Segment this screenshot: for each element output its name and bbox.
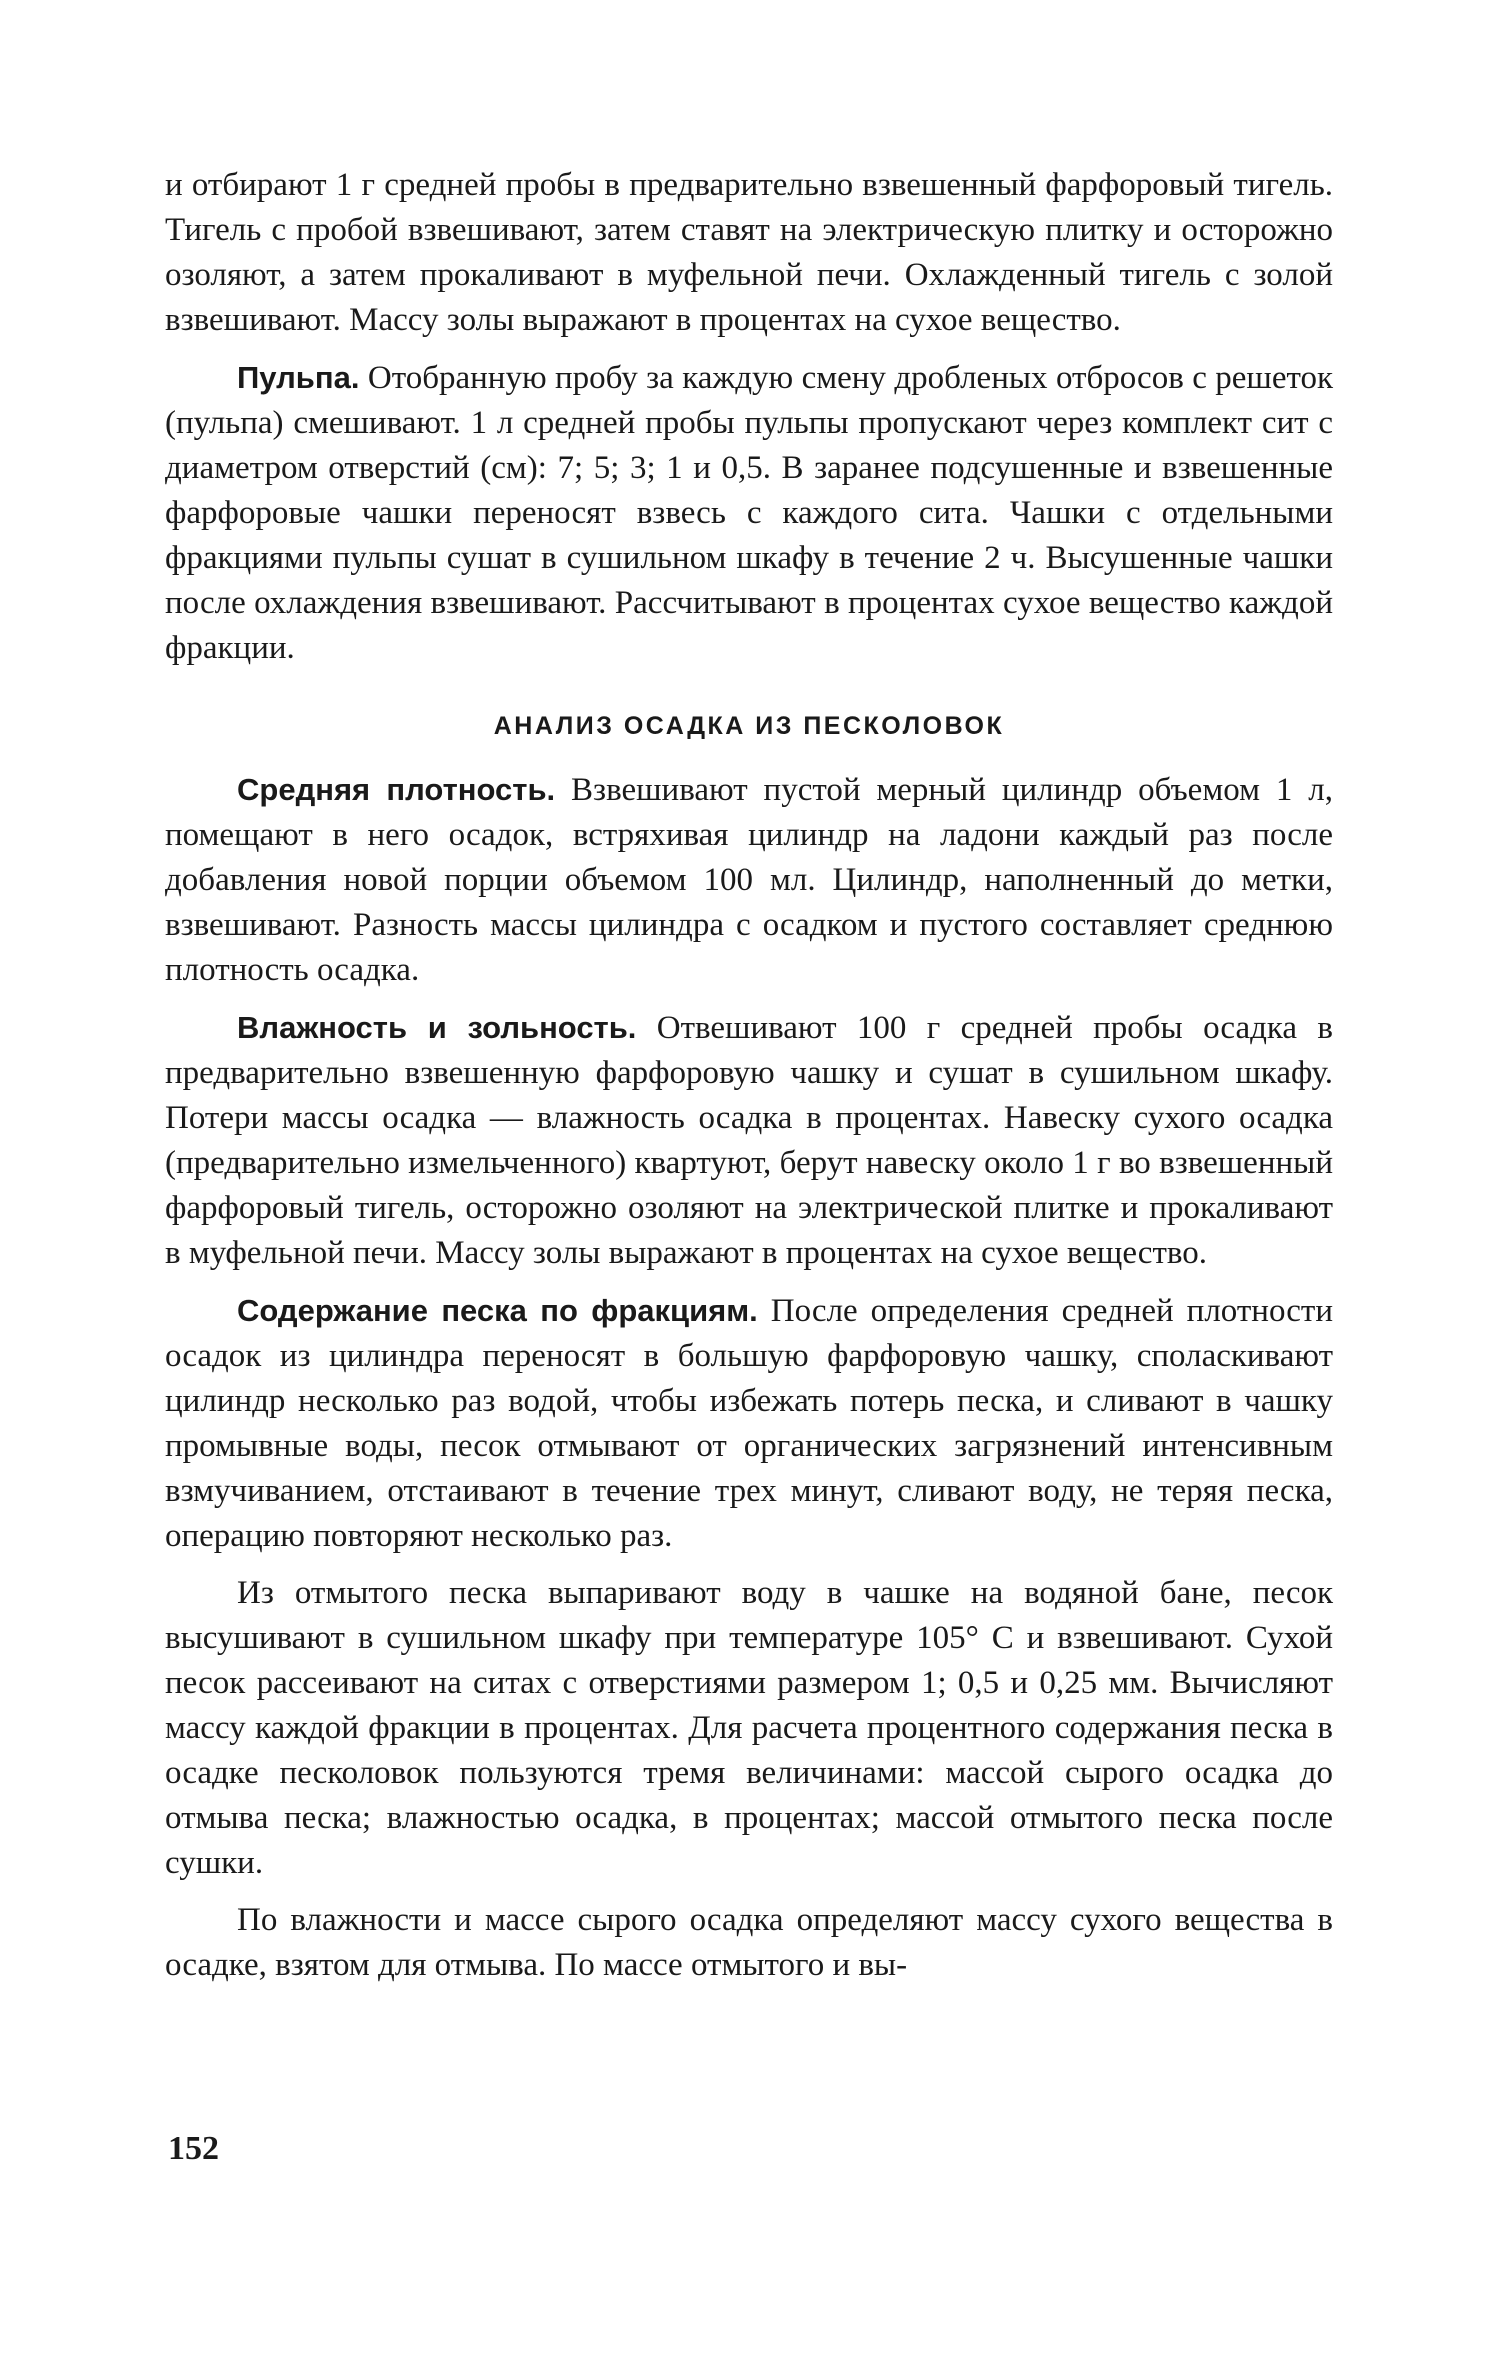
density-heading: Средняя плотность. <box>237 772 556 807</box>
intro-paragraph: и отбирают 1 г средней пробы в предварительно взвешенный фарфоровый тигель. Тигель с пробой взвешивают, затем ставят на электрическую плитку и осторожно озоляют, а затем прокаливают в муфельной печи. Охлажденный тигель с золой взвешивают. Массу золы выражают в процентах на сухое вещество. <box>165 167 1333 338</box>
section-heading: АНАЛИЗ ОСАДКА ИЗ ПЕСКОЛОВОК <box>493 712 1005 740</box>
moisture-text: Отвешивают 100 г средней пробы осадка в предварительно взвешенную фарфоровую чашку и сушат в сушильном шкафу. Потери массы осадка — влажность осадка в процентах. Навеску сухого осадка (предварительно измельченного) квартуют, берут навеску около 1 г во взвешенный фарфоровый тигель, осторожно озоляют на электрической плитке и прокаливают в муфельной печи. Массу золы выражают в процентах на сухое вещество. <box>165 1010 1334 1271</box>
moisture-paragraph <box>165 1005 1333 1276</box>
pulp-text: Отобранную пробу за каждую смену дробленых отбросов с решеток (пульпа) смешивают. 1 л средней пробы пульпы пропускают через комплект сит с диаметром отверстий (см): 7; 5; 3; 1 и 0,5. В заранее подсушенные и взвешенные фарфоровые чашки переносят взвесь с каждого сита. Чашки с отдельными фракциями пульпы сушат в сушильном шкафу в течение 2 ч. Высушенные чашки после охлаждения взвешивают. Рассчитывают в процентах сухое вещество каждой фракции. <box>165 360 1333 666</box>
page-number: 152 <box>168 2130 219 2167</box>
sand-heading: Содержание песка по фракциям. <box>237 1293 758 1328</box>
pulp-paragraph <box>165 355 1333 671</box>
pulp-heading: Пульпа. <box>237 360 360 395</box>
moisture-heading: Влажность и зольность. <box>237 1010 637 1045</box>
sand-paragraph <box>165 1288 1333 1559</box>
washed-sand-paragraph: Из отмытого песка выпаривают воду в чашке на водяной бане, песок высушивают в сушильном шкафу при температуре 105° С и взвешивают. Сухой песок рассеивают на ситах с отверстиями размером 1; 0,5 и 0,25 мм. Вычисляют массу каждой фракции в процентах. Для расчета процентного содержания песка в осадке песколовок пользуются тремя величинами: массой сырого осадка до отмыва песка; влажностью осадка, в процентах; массой отмытого песка после сушки. <box>165 1575 1333 1881</box>
density-text: Взвешивают пустой мерный цилиндр объемом 1 л, помещают в него осадок, встряхивая цилиндр на ладони каждый раз после добавления новой порции объемом 100 мл. Цилиндр, наполненный до метки, взвешивают. Разность массы цилиндра с осадком и пустого составляет среднюю плотность осадка. <box>165 772 1333 988</box>
density-paragraph <box>165 767 1333 993</box>
sand-text: После определения средней плотности осадок из цилиндра переносят в большую фарфоровую чашку, споласкивают цилиндр несколько раз водой, чтобы избежать потерь песка, и сливают в чашку промывные воды, песок отмывают от органических загрязнений интенсивным взмучиванием, отстаивают в течение трех минут, сливают воду, не теряя песка, операцию повторяют несколько раз. <box>165 1293 1333 1554</box>
final-paragraph: По влажности и массе сырого осадка определяют массу сухого вещества в осадке, взятом для отмыва. По массе отмытого и вы- <box>165 1902 1333 1983</box>
page-body <box>165 163 1333 1988</box>
